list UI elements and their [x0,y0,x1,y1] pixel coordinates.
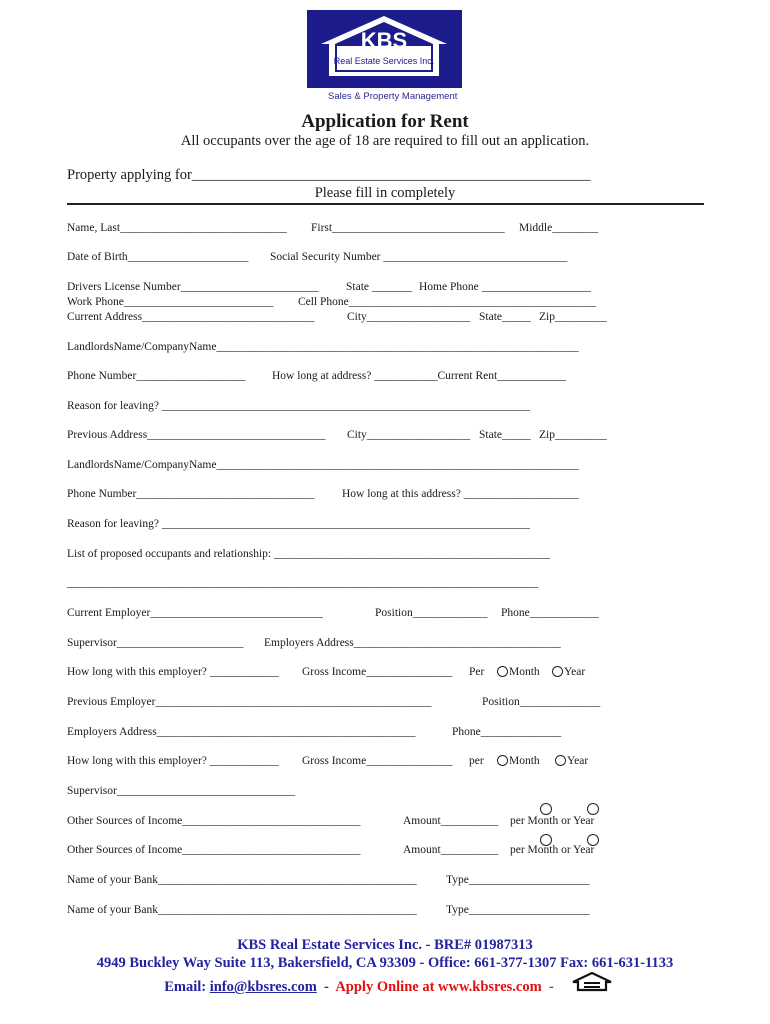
position-field[interactable]: Position______________ [482,696,601,708]
bank-field[interactable]: Name of your Bank_____________________________________________ [67,874,417,886]
state-field[interactable]: State_____ [479,429,531,441]
state-field[interactable]: State_____ [479,311,531,323]
account-type-field[interactable]: Type_____________________ [446,874,590,886]
account-type-field[interactable]: Type_____________________ [446,904,590,916]
employer-field[interactable]: Current Employer______________________________ [67,607,323,619]
fill-note: Please fill in completely [314,185,456,201]
bank-field[interactable]: Name of your Bank_____________________________________________ [67,904,417,916]
radio-button-icon[interactable] [540,834,552,846]
email-link[interactable]: info@kbsres.com [209,979,317,995]
ssn-field[interactable]: Social Security Number ________________________________ [270,251,568,263]
reason-field[interactable]: Reason for leaving? ________________________________________________________________ [67,400,530,412]
email-label: Email: [164,979,210,995]
svg-text:Real Estate Services Inc.: Real Estate Services Inc. [333,56,435,66]
period-label: per Month or Year [510,815,595,827]
radio-button-icon[interactable] [587,803,599,815]
page-title: Application for Rent [301,111,469,132]
equal-housing-icon [570,972,614,992]
property-field[interactable]: Property applying for_______________________________________________________ [67,167,591,183]
home-phone-field[interactable]: Home Phone ___________________ [419,281,591,293]
landlord-field[interactable]: LandlordsName/CompanyName_______________________________________________________________ [67,341,579,353]
city-field[interactable]: City__________________ [347,429,471,441]
supervisor-field[interactable]: Supervisor______________________ [67,637,244,649]
employer-address-field[interactable]: Employers Address____________________________________ [264,637,561,649]
per-label: Per [469,666,485,678]
reason-field[interactable]: Reason for leaving? ________________________________________________________________ [67,518,530,530]
radio-button-icon[interactable] [587,834,599,846]
employer-address-field[interactable]: Employers Address_____________________________________________ [67,726,416,738]
per-label: per [469,755,484,767]
radio-button-icon[interactable] [540,803,552,815]
employer-phone-field[interactable]: Phone____________ [501,607,599,619]
supervisor-field[interactable]: Supervisor_______________________________ [67,785,296,797]
amount-field[interactable]: Amount__________ [403,844,499,856]
first-name-field[interactable]: First______________________________ [311,222,505,234]
occupants-field-2[interactable]: __________________________________________________________________________________ [67,577,539,589]
dob-field[interactable]: Date of Birth_____________________ [67,251,249,263]
year-option[interactable]: Year [555,755,588,767]
divider [67,203,704,205]
other-income-field[interactable]: Other Sources of Income_______________________________ [67,815,361,827]
middle-name-field[interactable]: Middle________ [519,222,599,234]
position-field[interactable]: Position_____________ [375,607,488,619]
footer-address: 4949 Buckley Way Suite 113, Bakersfield, CA 93309 - Office: 661-377-1307 Fax: 661-631-1133 [96,955,674,971]
radio-button-icon[interactable] [552,666,563,677]
work-phone-field[interactable]: Work Phone__________________________ [67,296,274,308]
landlord-field[interactable]: LandlordsName/CompanyName_______________________________________________________________ [67,459,579,471]
zip-field[interactable]: Zip_________ [539,429,607,441]
period-label: per Month or Year [510,844,595,856]
cell-phone-field[interactable]: Cell Phone___________________________________________ [298,296,597,308]
state-field[interactable]: State _______ [346,281,413,293]
radio-button-icon[interactable] [555,755,566,766]
page-subtitle: All occupants over the age of 18 are required to fill out an application. [180,133,590,149]
current-address-field[interactable]: Current Address______________________________ [67,311,315,323]
logo-tagline: Sales & Property Management [328,91,458,102]
tenure-field[interactable]: How long with this employer? ____________ [67,666,279,678]
svg-text:KBS: KBS [360,28,408,53]
year-option[interactable]: Year [552,666,585,678]
gross-income-field[interactable]: Gross Income_______________ [302,755,453,767]
last-name-field[interactable]: Name, Last_____________________________ [67,222,287,234]
prev-employer-field[interactable]: Previous Employer________________________________________________ [67,696,432,708]
month-option[interactable]: Month [497,666,540,678]
employer-phone-field[interactable]: Phone______________ [452,726,562,738]
other-income-field[interactable]: Other Sources of Income_______________________________ [67,844,361,856]
gross-income-field[interactable]: Gross Income_______________ [302,666,453,678]
month-option[interactable]: Month [497,755,540,767]
phone-field[interactable]: Phone Number___________________ [67,370,246,382]
apply-online-link[interactable]: Apply Online at www.kbsres.com [335,979,542,995]
phone-field[interactable]: Phone Number_______________________________ [67,488,315,500]
license-field[interactable]: Drivers License Number________________________ [67,281,319,293]
amount-field[interactable]: Amount__________ [403,815,499,827]
zip-field[interactable]: Zip_________ [539,311,607,323]
footer-contact: Email: info@kbsres.com - Apply Online at www.kbsres.com - [164,979,554,995]
city-field[interactable]: City__________________ [347,311,471,323]
how-long-field[interactable]: How long at this address? ____________________ [342,488,579,500]
kbs-house-logo [307,10,462,88]
previous-address-field[interactable]: Previous Address_______________________________ [67,429,326,441]
radio-button-icon[interactable] [497,666,508,677]
footer-company: KBS Real Estate Services Inc. - BRE# 01987313 [237,937,533,953]
how-long-rent-field[interactable]: How long at address? ___________Current Rent____________ [272,370,567,382]
radio-button-icon[interactable] [497,755,508,766]
tenure-field[interactable]: How long with this employer? ____________ [67,755,279,767]
occupants-field[interactable]: List of proposed occupants and relationship: ________________________________________________ [67,548,550,560]
